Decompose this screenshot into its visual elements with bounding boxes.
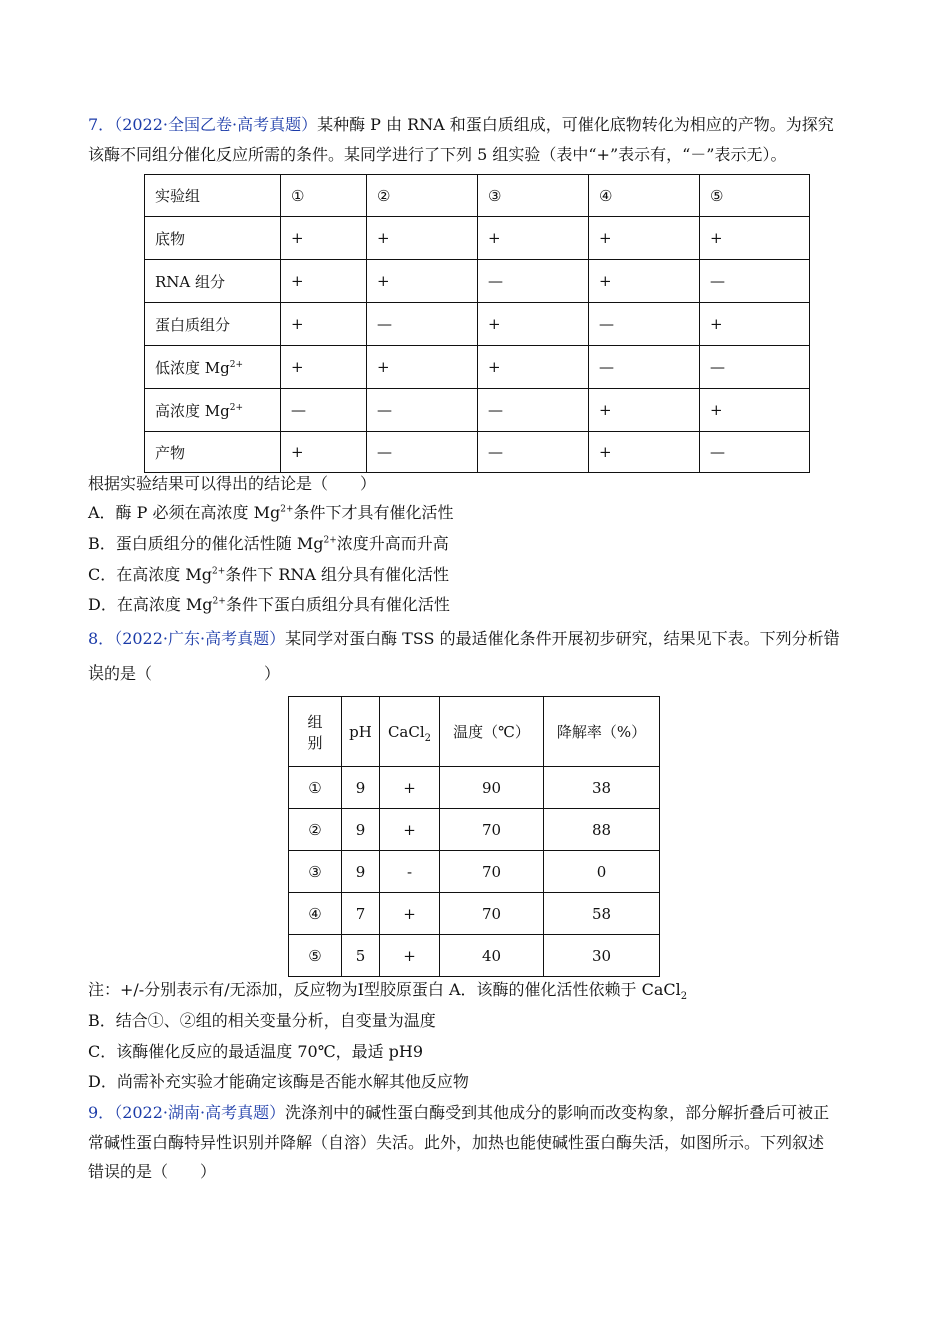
row-label: 底物 [145, 217, 281, 260]
table-row [145, 260, 810, 303]
q7-option-b: B．蛋白质组分的催化活性随 $Mg^{2+}$浓度升高而升高 [88, 534, 449, 553]
q8-source: （2022·广东·高考真题） [114, 629, 286, 648]
q8-emphasis-char: 错 [823, 629, 840, 648]
table-cell: 70 [440, 893, 544, 935]
table-cell: 9 [342, 809, 380, 851]
table-header-cell: 实验组 [145, 175, 281, 217]
q7-stem-text-1: 某种酶 P 由 RNA 和蛋白质组成，可催化底物转化为相应的产物。为探究 [317, 115, 834, 134]
table-row [289, 935, 660, 977]
q9-stem-line-3: 错误的是（ ） [88, 1162, 217, 1181]
row-label: RNA 组分 [145, 260, 281, 303]
q7-option-d: D．在高浓度 $Mg^{2+}$条件下蛋白质组分具有催化活性 [88, 595, 450, 614]
row-label: 蛋白质组分 [145, 303, 281, 346]
table-header-cell: ② [367, 175, 478, 217]
table-row [289, 893, 660, 935]
table-cell: 7 [342, 893, 380, 935]
table-cell: — [700, 432, 810, 473]
table-cell: ② [289, 809, 342, 851]
table-row [289, 851, 660, 893]
table-cell: + [367, 260, 478, 303]
q7-ask: 根据实验结果可以得出的结论是（ ） [88, 474, 377, 493]
table-header-row [145, 175, 810, 217]
table-cell: + [380, 809, 440, 851]
table-cell: — [478, 432, 589, 473]
table-cell: + [281, 346, 367, 389]
table-cell: - [380, 851, 440, 893]
table-cell: + [589, 217, 700, 260]
table-cell: 40 [440, 935, 544, 977]
q8-option-d: D．尚需补充实验才能确定该酶是否能水解其他反应物 [88, 1072, 469, 1091]
q7-experiment-table [144, 174, 810, 473]
q8-note-option-a: 注：+/-分别表示有/无添加，反应物为Ⅰ型胶原蛋白 A．该酶的催化活性依赖于 CaCl$_2$ [88, 980, 688, 1003]
q9-number: 9． [88, 1103, 115, 1122]
table-cell: 70 [440, 809, 544, 851]
table-cell: — [367, 389, 478, 432]
q8-stem-text-1: 某同学对蛋白酶 TSS 的最适催化条件开展初步研究，结果见下表。下列分析 [285, 629, 824, 648]
table-cell: ④ [289, 893, 342, 935]
table-cell: + [700, 303, 810, 346]
table-cell: 38 [544, 767, 660, 809]
table-cell: + [380, 893, 440, 935]
table-cell: + [589, 389, 700, 432]
table-cell: — [700, 346, 810, 389]
table-cell: — [478, 389, 589, 432]
table-cell: 9 [342, 767, 380, 809]
table-cell: — [478, 260, 589, 303]
q9-stem-line-1 [88, 1103, 829, 1123]
table-cell: + [478, 303, 589, 346]
table-cell: 58 [544, 893, 660, 935]
table-cell: + [478, 346, 589, 389]
table-cell: — [367, 303, 478, 346]
table-cell: — [281, 389, 367, 432]
table-cell: + [700, 389, 810, 432]
table-cell: — [589, 346, 700, 389]
table-cell: + [281, 217, 367, 260]
q9-stem-line-2: 常碱性蛋白酶特异性识别并降解（自溶）失活。此外，加热也能使碱性蛋白酶失活，如图所示。下列叙述 [88, 1133, 825, 1152]
q7-stem-line-1 [88, 115, 834, 135]
q7-option-a: A．酶 P 必须在高浓度 $Mg^{2+}$条件下才具有催化活性 [88, 503, 454, 522]
row-label: 高浓度 $Mg^{2+}$ [145, 389, 281, 432]
table-header-row [289, 697, 660, 767]
table-cell: + [367, 346, 478, 389]
table-header-cell: 组 别 [289, 697, 342, 767]
table-cell: + [589, 260, 700, 303]
table-cell: 9 [342, 851, 380, 893]
table-header-cell: ④ [589, 175, 700, 217]
table-cell: + [281, 432, 367, 473]
table-header-cell: ⑤ [700, 175, 810, 217]
q9-stem-text-1: 洗涤剂中的碱性蛋白酶受到其他成分的影响而改变构象，部分解折叠后可被正 [285, 1103, 830, 1122]
row-label: 产物 [145, 432, 281, 473]
q8-option-b: B．结合①、②组的相关变量分析，自变量为温度 [88, 1011, 436, 1030]
table-header-cell: CaCl$_2$ [380, 697, 440, 767]
table-row [145, 303, 810, 346]
table-cell: ③ [289, 851, 342, 893]
table-cell: + [380, 767, 440, 809]
table-cell: ⑤ [289, 935, 342, 977]
table-header-cell: 降解率（%） [544, 697, 660, 767]
table-header-cell: ③ [478, 175, 589, 217]
table-header-cell: pH [342, 697, 380, 767]
q8-results-table [288, 696, 660, 977]
table-cell: ① [289, 767, 342, 809]
table-cell: + [700, 217, 810, 260]
table-cell: — [589, 303, 700, 346]
table-row [289, 767, 660, 809]
table-cell: + [478, 217, 589, 260]
q7-number: 7． [88, 115, 115, 134]
q8-stem-line-1 [88, 629, 840, 649]
table-row [145, 389, 810, 432]
table-cell: — [700, 260, 810, 303]
table-cell: + [281, 260, 367, 303]
q7-option-c: C．在高浓度 $Mg^{2+}$条件下 RNA 组分具有催化活性 [88, 565, 450, 584]
q7-stem-line-2: 该酶不同组分催化反应所需的条件。某同学进行了下列 5 组实验（表中“+”表示有，“－”表示无）。 [88, 145, 787, 164]
table-cell: + [380, 935, 440, 977]
table-header-cell: 温度（℃） [440, 697, 544, 767]
q9-source: （2022·湖南·高考真题） [114, 1103, 286, 1122]
q8-emphasis-char: 误 [88, 664, 105, 683]
table-cell: 70 [440, 851, 544, 893]
q8-number: 8． [88, 629, 115, 648]
table-row [289, 809, 660, 851]
table-cell: + [589, 432, 700, 473]
q7-source: （2022·全国乙卷·高考真题） [114, 115, 318, 134]
table-cell: + [367, 217, 478, 260]
table-row [145, 217, 810, 260]
table-header-cell: ① [281, 175, 367, 217]
table-row [145, 346, 810, 389]
table-row [145, 432, 810, 473]
table-cell: 5 [342, 935, 380, 977]
table-cell: 88 [544, 809, 660, 851]
row-label: 低浓度 $Mg^{2+}$ [145, 346, 281, 389]
q8-option-c: C．该酶催化反应的最适温度 70℃，最适 pH9 [88, 1042, 424, 1061]
table-cell: 30 [544, 935, 660, 977]
table-cell: 0 [544, 851, 660, 893]
table-cell: 90 [440, 767, 544, 809]
table-cell: — [367, 432, 478, 473]
q8-stem-line-2: 误的是（ ） [88, 664, 281, 683]
table-cell: + [281, 303, 367, 346]
